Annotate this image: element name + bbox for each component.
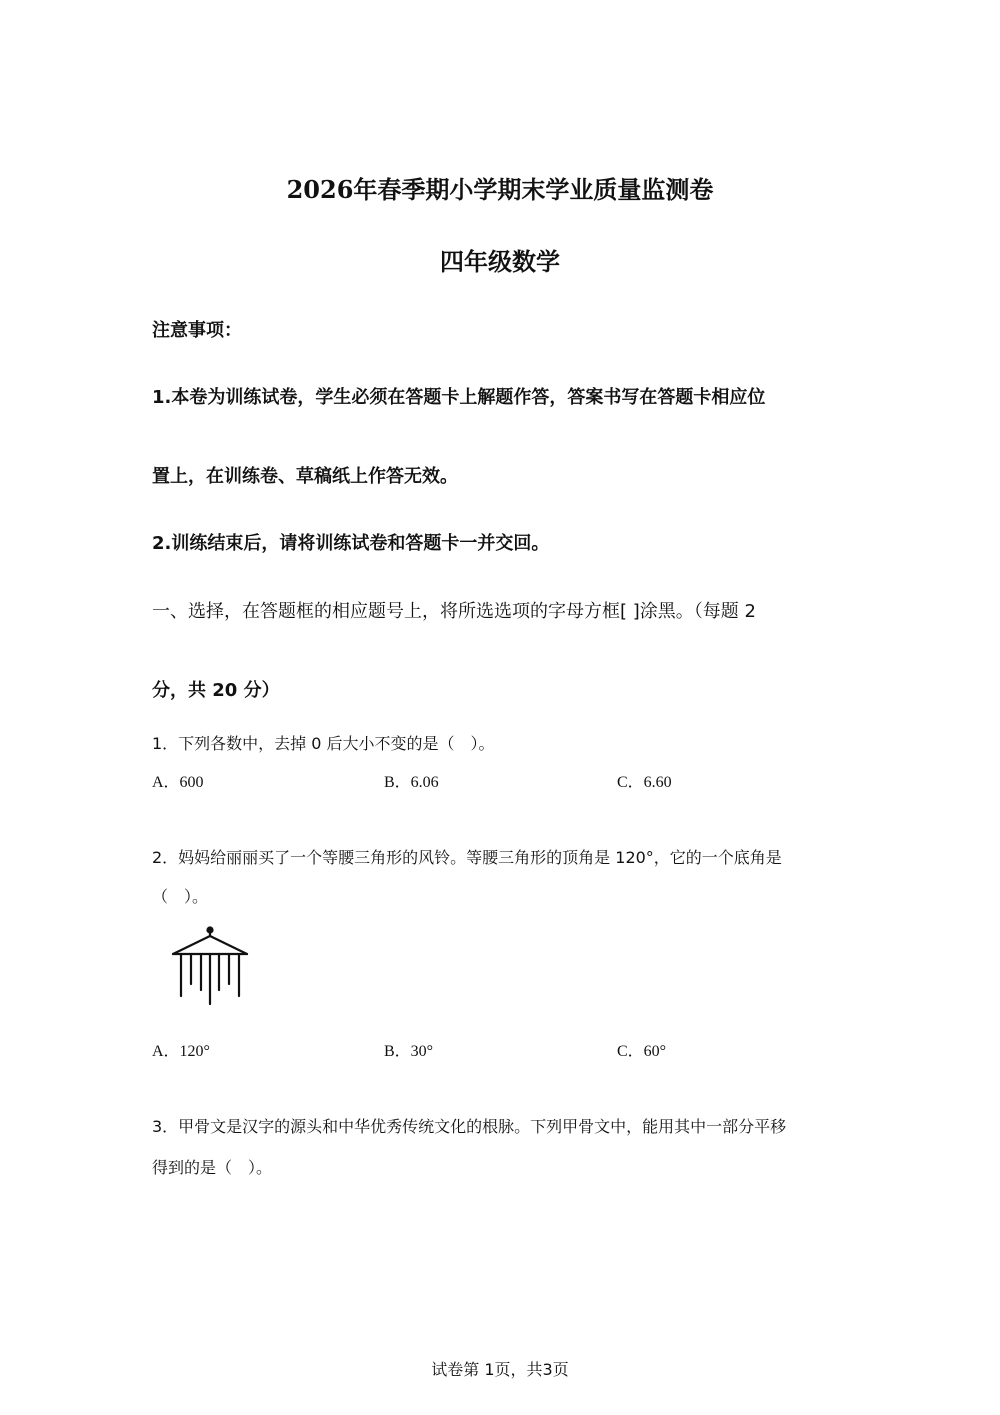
question-2-stem-line-1: 2．妈妈给丽丽买了一个等腰三角形的风铃。等腰三角形的顶角是 120°，它的一个底角是 bbox=[152, 848, 782, 867]
question-2-option-a: A．120° bbox=[152, 1043, 210, 1060]
notes-item-1-line-1: 1.本卷为训练试卷，学生必须在答题卡上解题作答，答案书写在答题卡相应位 bbox=[152, 387, 766, 408]
question-1-stem: 1．下列各数中，去掉 0 后大小不变的是（ ）。 bbox=[152, 734, 495, 753]
question-1-option-b: B．6.06 bbox=[384, 774, 439, 791]
section-1-instructions-line-1: 一、选择，在答题框的相应题号上，将所选选项的字母方框[ ]涂黑。（每题 2 bbox=[152, 601, 756, 622]
question-1-option-a: A．600 bbox=[152, 774, 204, 791]
exam-title: 2026年春季期小学期末学业质量监测卷 bbox=[286, 175, 714, 204]
exam-subtitle: 四年级数学 bbox=[440, 247, 560, 276]
question-2-option-b: B．30° bbox=[384, 1043, 434, 1060]
question-2-option-c: C．60° bbox=[617, 1043, 667, 1060]
notes-item-1-line-2: 置上，在训练卷、草稿纸上作答无效。 bbox=[152, 466, 458, 487]
wind-chime-figure bbox=[165, 920, 255, 1010]
question-3-stem-line-2: 得到的是（ ）。 bbox=[152, 1158, 273, 1177]
section-1-instructions-line-2: 分，共 20 分） bbox=[152, 680, 280, 701]
notes-item-2: 2.训练结束后，请将训练试卷和答题卡一并交回。 bbox=[152, 533, 550, 554]
page-footer: 试卷第 1页，共3页 bbox=[431, 1360, 569, 1379]
question-1-option-c: C．6.60 bbox=[617, 774, 672, 791]
question-3-stem-line-1: 3．甲骨文是汉字的源头和中华优秀传统文化的根脉。下列甲骨文中，能用其中一部分平移 bbox=[152, 1117, 787, 1136]
question-2-stem-line-2: （ ）。 bbox=[152, 887, 209, 906]
notes-heading: 注意事项： bbox=[152, 320, 242, 341]
